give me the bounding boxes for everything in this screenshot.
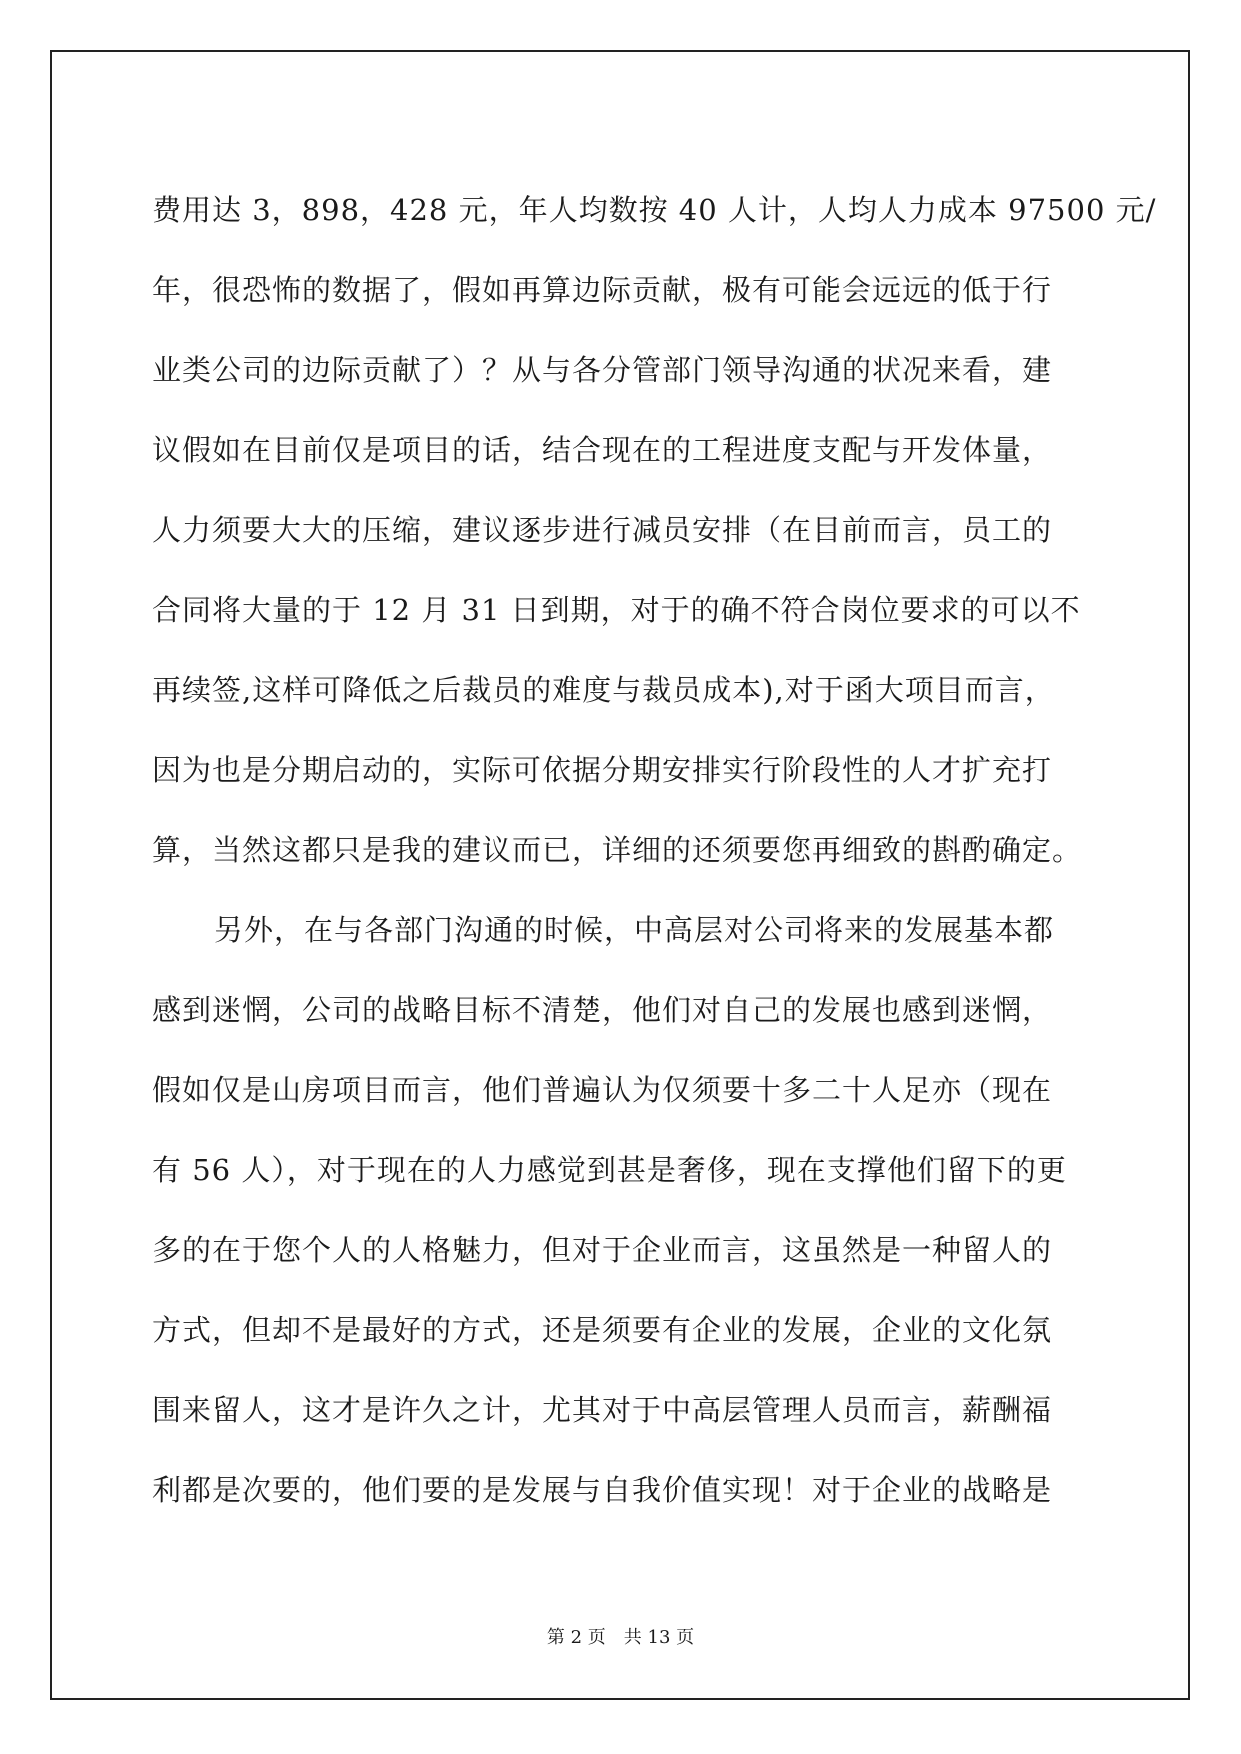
- text-line-1: 费用达 3，898，428 元，年人均数按 40 人计，人均人力成本 97500 元/: [152, 193, 1157, 227]
- page-footer: [0, 1626, 1241, 1650]
- text-line-10: 另外，在与各部门沟通的时候，中高层对公司将来的发展基本都: [214, 913, 1055, 947]
- text-line-2: 年，很恐怖的数据了，假如再算边际贡献，极有可能会远远的低于行: [152, 273, 1053, 307]
- text-line-4: 议假如在目前仅是项目的话，结合现在的工程进度支配与开发体量，: [152, 433, 1053, 467]
- text-line-5: 人力须要大大的压缩，建议逐步进行减员安排（在目前而言，员工的: [152, 513, 1053, 547]
- text-line-17: 利都是次要的，他们要的是发展与自我价值实现！对于企业的战略是: [152, 1473, 1053, 1507]
- text-line-8: 因为也是分期启动的，实际可依据分期安排实行阶段性的人才扩充打: [152, 753, 1053, 787]
- text-line-13: 有 56 人），对于现在的人力感觉到甚是奢侈，现在支撑他们留下的更: [152, 1153, 1067, 1187]
- text-line-15: 方式，但却不是最好的方式，还是须要有企业的发展，企业的文化氛: [152, 1313, 1053, 1347]
- text-line-14: 多的在于您个人的人格魅力，但对于企业而言，这虽然是一种留人的: [152, 1233, 1053, 1267]
- text-line-11: 感到迷惘，公司的战略目标不清楚，他们对自己的发展也感到迷惘，: [152, 993, 1053, 1027]
- text-line-9: 算，当然这都只是我的建议而已，详细的还须要您再细致的斟酌确定。: [152, 833, 1083, 867]
- page-number-total: 共 13 页: [623, 1627, 695, 1648]
- page-number-current: 第 2 页: [546, 1627, 606, 1648]
- document-body: [152, 170, 1157, 1530]
- text-line-6: 合同将大量的于 12 月 31 日到期，对于的确不符合岗位要求的可以不: [152, 593, 1081, 627]
- text-line-7: 再续签,这样可降低之后裁员的难度与裁员成本),对于函大项目而言，: [152, 673, 1055, 707]
- text-line-3: 业类公司的边际贡献了）？从与各分管部门领导沟通的状况来看，建: [152, 353, 1053, 387]
- text-line-12: 假如仅是山房项目而言，他们普遍认为仅须要十多二十人足亦（现在: [152, 1073, 1053, 1107]
- text-line-16: 围来留人，这才是许久之计，尤其对于中高层管理人员而言，薪酬福: [152, 1393, 1053, 1427]
